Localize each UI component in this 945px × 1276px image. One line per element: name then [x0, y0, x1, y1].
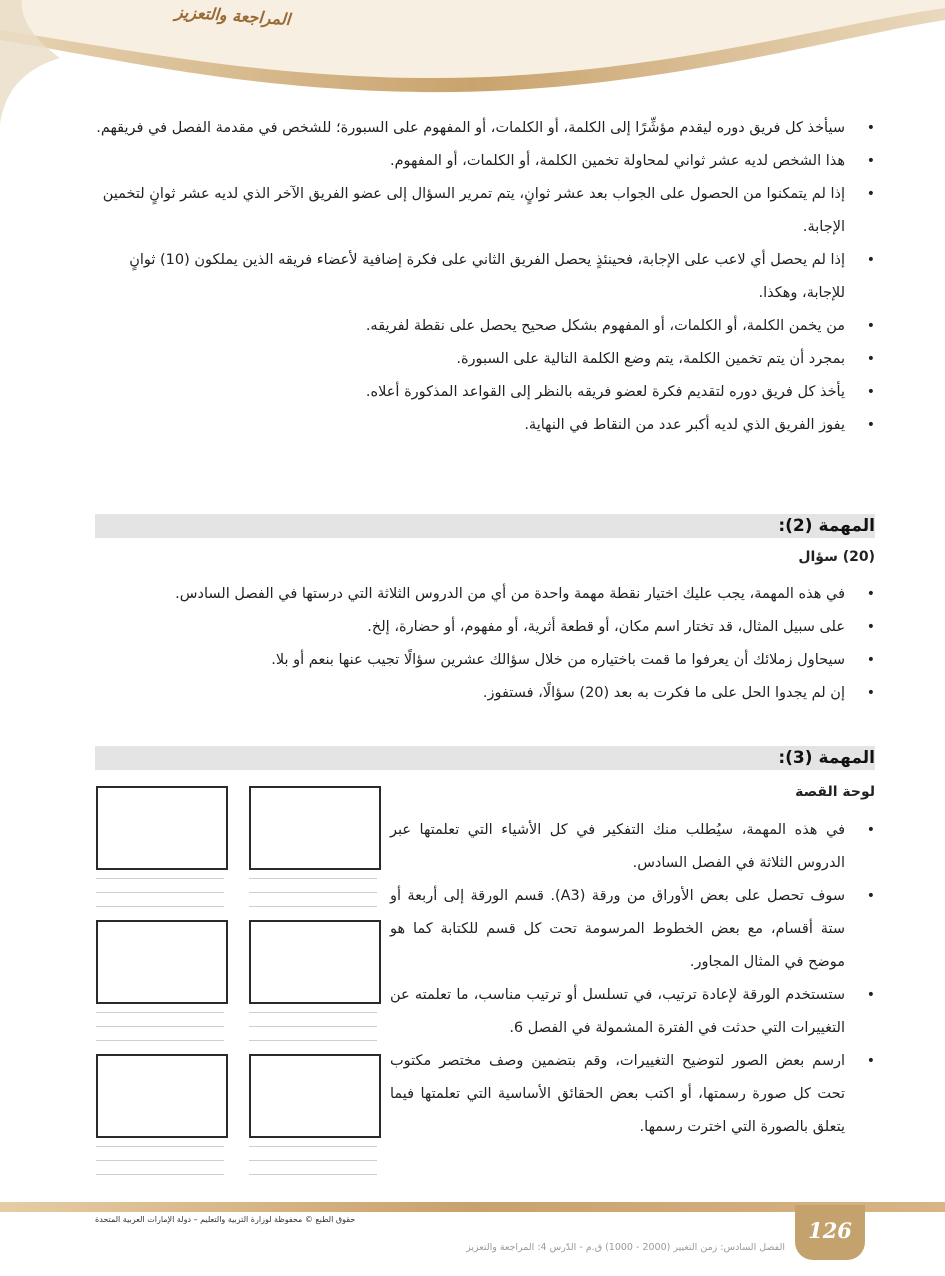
list-item: • إذا لم يتمكنوا من الحصول على الجواب بعد عشر ثوانٍ، يتم تمرير السؤال إلى عضو الفريق الآخر الذي لديه عشر ثوانٍ لتخمين الإجابة. — [90, 178, 875, 244]
header-title: المراجعة والتعزيز — [174, 2, 291, 29]
task2-subtitle: (20) سؤال — [798, 549, 875, 565]
list-item: • سيأخذ كل فريق دوره ليقدم مؤشِّرًا إلى الكلمة، أو الكلمات، أو المفهوم على السبورة؛ للشخص في مقدمة الفصل في فريقهم. — [90, 112, 875, 145]
storyboard-frame — [96, 920, 228, 1004]
storyboard-frame — [249, 1054, 381, 1138]
task2-bullet-list — [90, 578, 875, 710]
task3-title: المهمة (3): — [778, 748, 875, 768]
list-item: • بمجرد أن يتم تخمين الكلمة، يتم وضع الكلمة التالية على السبورة. — [90, 343, 875, 376]
writing-line — [96, 1146, 224, 1147]
storyboard-frame — [96, 1054, 228, 1138]
list-item: • ارسم بعض الصور لتوضيح التغييرات، وقم بتضمين وصف مختصر مكتوب تحت كل صورة رسمتها، أو اكتب بعض الحقائق الأساسية التي تعلمتها فيما يتعلق بالصورة التي اخترت رسمها. — [390, 1045, 875, 1144]
storyboard-frame — [249, 786, 381, 870]
list-item: • في هذه المهمة، يجب عليك اختيار نقطة مهمة واحدة من أي من الدروس الثلاثة التي درستها في الفصل السادس. — [90, 578, 875, 611]
copyright-notice: حقوق الطبع © محفوظة لوزارة التربية والتعليم – دولة الإمارات العربية المتحدة — [95, 1215, 356, 1224]
writing-line — [96, 906, 224, 907]
header-wave-decoration — [0, 0, 945, 125]
writing-line — [96, 1174, 224, 1175]
list-item: • من يخمن الكلمة، أو الكلمات، أو المفهوم بشكل صحيح يحصل على نقطة لفريقه. — [90, 310, 875, 343]
list-item: • إن لم يجدوا الحل على ما فكرت به بعد (20) سؤالًا، فستفوز. — [90, 677, 875, 710]
task2-heading-bar — [95, 514, 875, 538]
writing-line — [96, 1012, 224, 1013]
task3-bullet-section — [390, 814, 875, 1144]
page-number: 126 — [808, 1218, 852, 1243]
writing-line — [249, 1012, 377, 1013]
task2-title: المهمة (2): — [778, 516, 875, 536]
intro-bullet-section — [90, 112, 875, 442]
writing-line — [249, 1146, 377, 1147]
list-item: • إذا لم يحصل أي لاعب على الإجابة، فحينئذٍ يحصل الفريق الثاني على فكرة إضافية لأعضاء فريقه الذين يملكون (10) ثوانٍ للإجابة، وهكذا. — [90, 244, 875, 310]
list-item: • على سبيل المثال، قد تختار اسم مكان، أو قطعة أثرية، أو مفهوم، أو حضارة، إلخ. — [90, 611, 875, 644]
task3-subtitle: لوحة القصة — [795, 784, 875, 800]
task3-heading-bar — [95, 746, 875, 770]
task2-bullet-section — [90, 578, 875, 710]
list-item: • سيحاول زملائك أن يعرفوا ما قمت باختياره من خلال سؤالك عشرين سؤالًا تجيب عنها بنعم أو بلا. — [90, 644, 875, 677]
list-item: • يأخذ كل فريق دوره لتقديم فكرة لعضو فريقه بالنظر إلى القواعد المذكورة أعلاه. — [90, 376, 875, 409]
writing-line — [249, 1174, 377, 1175]
writing-line — [249, 1160, 377, 1161]
list-item: • ستستخدم الورقة لإعادة ترتيب، في تسلسل أو ترتيب مناسب، ما تعلمته عن التغييرات التي حدثت في الفترة المشمولة في الفصل 6. — [390, 979, 875, 1045]
writing-line — [96, 1026, 224, 1027]
chapter-footer-line: الفصل السادس: زمن التغيير (2000 - 1000) ق.م - الدّرس 4: المراجعة والتعزيز — [466, 1242, 785, 1253]
writing-line — [96, 878, 224, 879]
list-item: • هذا الشخص لديه عشر ثواني لمحاولة تخمين الكلمة، أو الكلمات، أو المفهوم. — [90, 145, 875, 178]
writing-line — [249, 1026, 377, 1027]
writing-line — [96, 892, 224, 893]
list-item: • في هذه المهمة، سيُطلب منك التفكير في كل الأشياء التي تعلمتها عبر الدروس الثلاثة في الفصل السادس. — [390, 814, 875, 880]
writing-line — [249, 906, 377, 907]
writing-line — [96, 1160, 224, 1161]
storyboard-frame — [249, 920, 381, 1004]
writing-line — [249, 878, 377, 879]
writing-line — [249, 892, 377, 893]
writing-line — [96, 1040, 224, 1041]
writing-line — [249, 1040, 377, 1041]
list-item: • يفوز الفريق الذي لديه أكبر عدد من النقاط في النهاية. — [90, 409, 875, 442]
task3-bullet-list — [390, 814, 875, 1144]
intro-bullet-list — [90, 112, 875, 442]
list-item: • سوف تحصل على بعض الأوراق من ورقة (A3). قسم الورقة إلى أربعة أو ستة أقسام، مع بعض الخطوط المرسومة تحت كل قسم للكتابة كما هو موضح في المثال المجاور. — [390, 880, 875, 979]
storyboard-frame — [96, 786, 228, 870]
